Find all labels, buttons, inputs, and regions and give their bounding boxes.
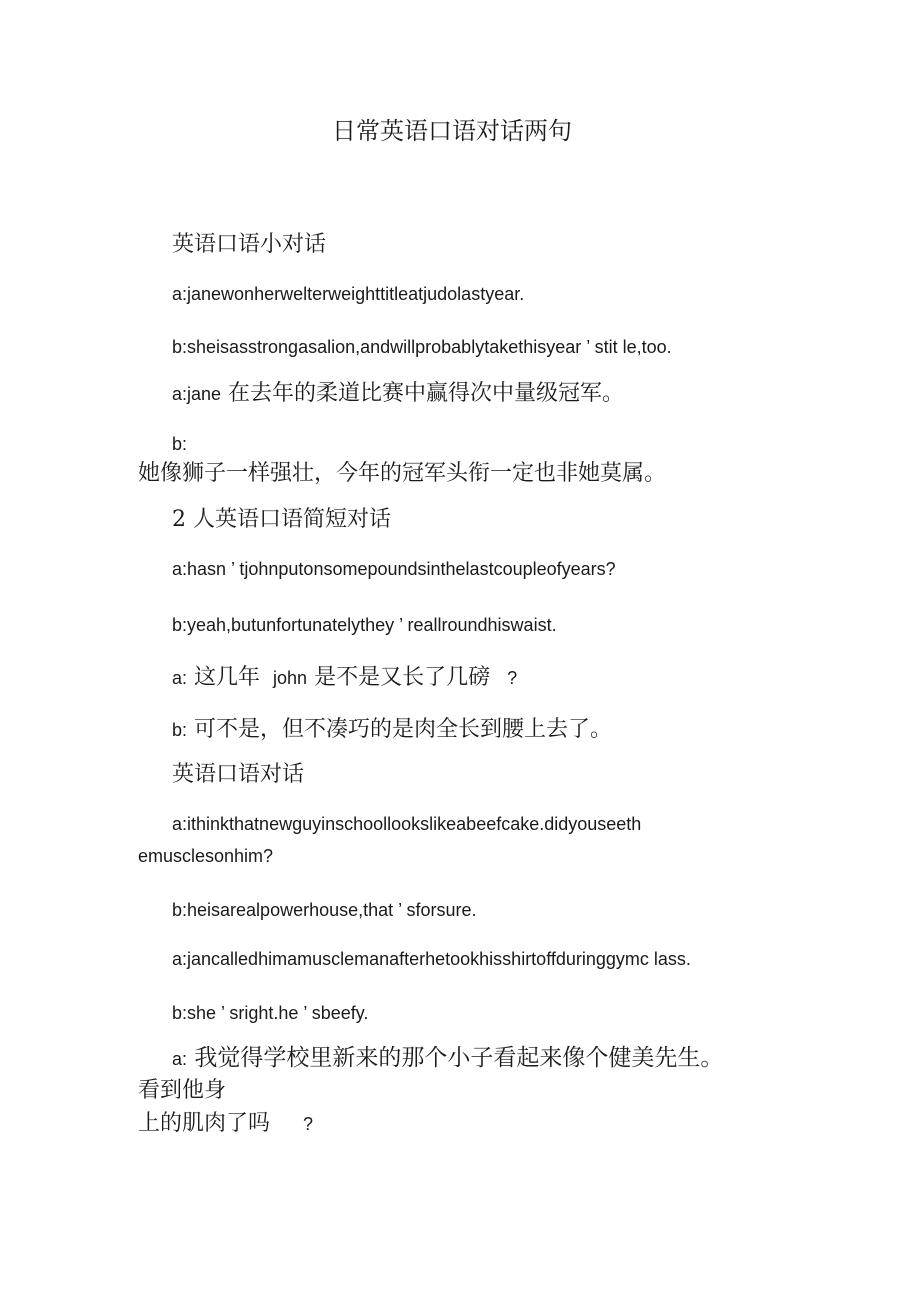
section-heading-3: 英语口语对话 — [172, 762, 305, 787]
dialogue-line-en: a:janewonherwelterweighttitleatjudolastyear. — [172, 284, 525, 304]
translation-text: 她像狮子一样强壮，今年的冠军头衔一定也非她莫属。 — [138, 461, 667, 486]
speaker-prefix: b: — [172, 434, 188, 454]
section-heading-2: 2 人英语口语简短对话 — [172, 507, 391, 532]
speaker-prefix: a:jane — [172, 384, 222, 404]
dialogue-line-zh — [172, 667, 517, 689]
speaker-prefix: a: — [172, 668, 188, 688]
dialogue-line-zh — [172, 1047, 723, 1070]
dialogue-line-en: a:jancalledhimamusclemanafterhetookhisshirtoffduringgymc lass. — [172, 949, 691, 969]
speaker-prefix: a: — [172, 1049, 188, 1069]
dialogue-line-en: b:heisarealpowerhouse,that ’ sforsure. — [172, 900, 477, 920]
inline-english: john — [273, 668, 308, 688]
dialogue-line-en: emusclesonhim? — [138, 846, 274, 866]
dialogue-line-en: a:hasn ’ tjohnputonsomepoundsinthelastcoupleofyears? — [172, 559, 616, 579]
dialogue-line-en: b:she ’ sright.he ’ sbeefy. — [172, 1003, 369, 1023]
dialogue-line-zh — [172, 383, 624, 405]
translation-text: 在去年的柔道比赛中赢得次中量级冠军。 — [228, 381, 625, 406]
translation-text: 上的肌肉了吗 — [138, 1111, 271, 1136]
translation-text: 这几年 — [194, 665, 261, 690]
dialogue-line-zh — [138, 1113, 313, 1135]
question-mark: ? — [303, 1114, 314, 1134]
dialogue-line-en: b:sheisasstrongasalion,andwillprobablytakethisyear ’ stit le,too. — [172, 337, 672, 357]
dialogue-line-en: b:yeah,butunfortunatelythey ’ reallroundhiswaist. — [172, 615, 557, 635]
translation-text: 可不是，但不凑巧的是肉全长到腰上去了。 — [194, 717, 613, 742]
dialogue-line-en: a:ithinkthatnewguyinschoollookslikeabeefcake.didyouseeth — [172, 814, 642, 834]
translation-text: 看到他身 — [138, 1078, 227, 1103]
page-title: 日常英语口语对话两句 — [332, 117, 572, 145]
dialogue-line-zh — [172, 719, 612, 741]
section-heading-1: 英语口语小对话 — [172, 232, 327, 257]
speaker-prefix: b: — [172, 720, 188, 740]
question-mark: ? — [507, 668, 518, 688]
translation-text: 是不是又长了几磅 — [314, 665, 491, 690]
translation-text: 我觉得学校里新来的那个小子看起来像个健美先生。 — [194, 1045, 724, 1071]
